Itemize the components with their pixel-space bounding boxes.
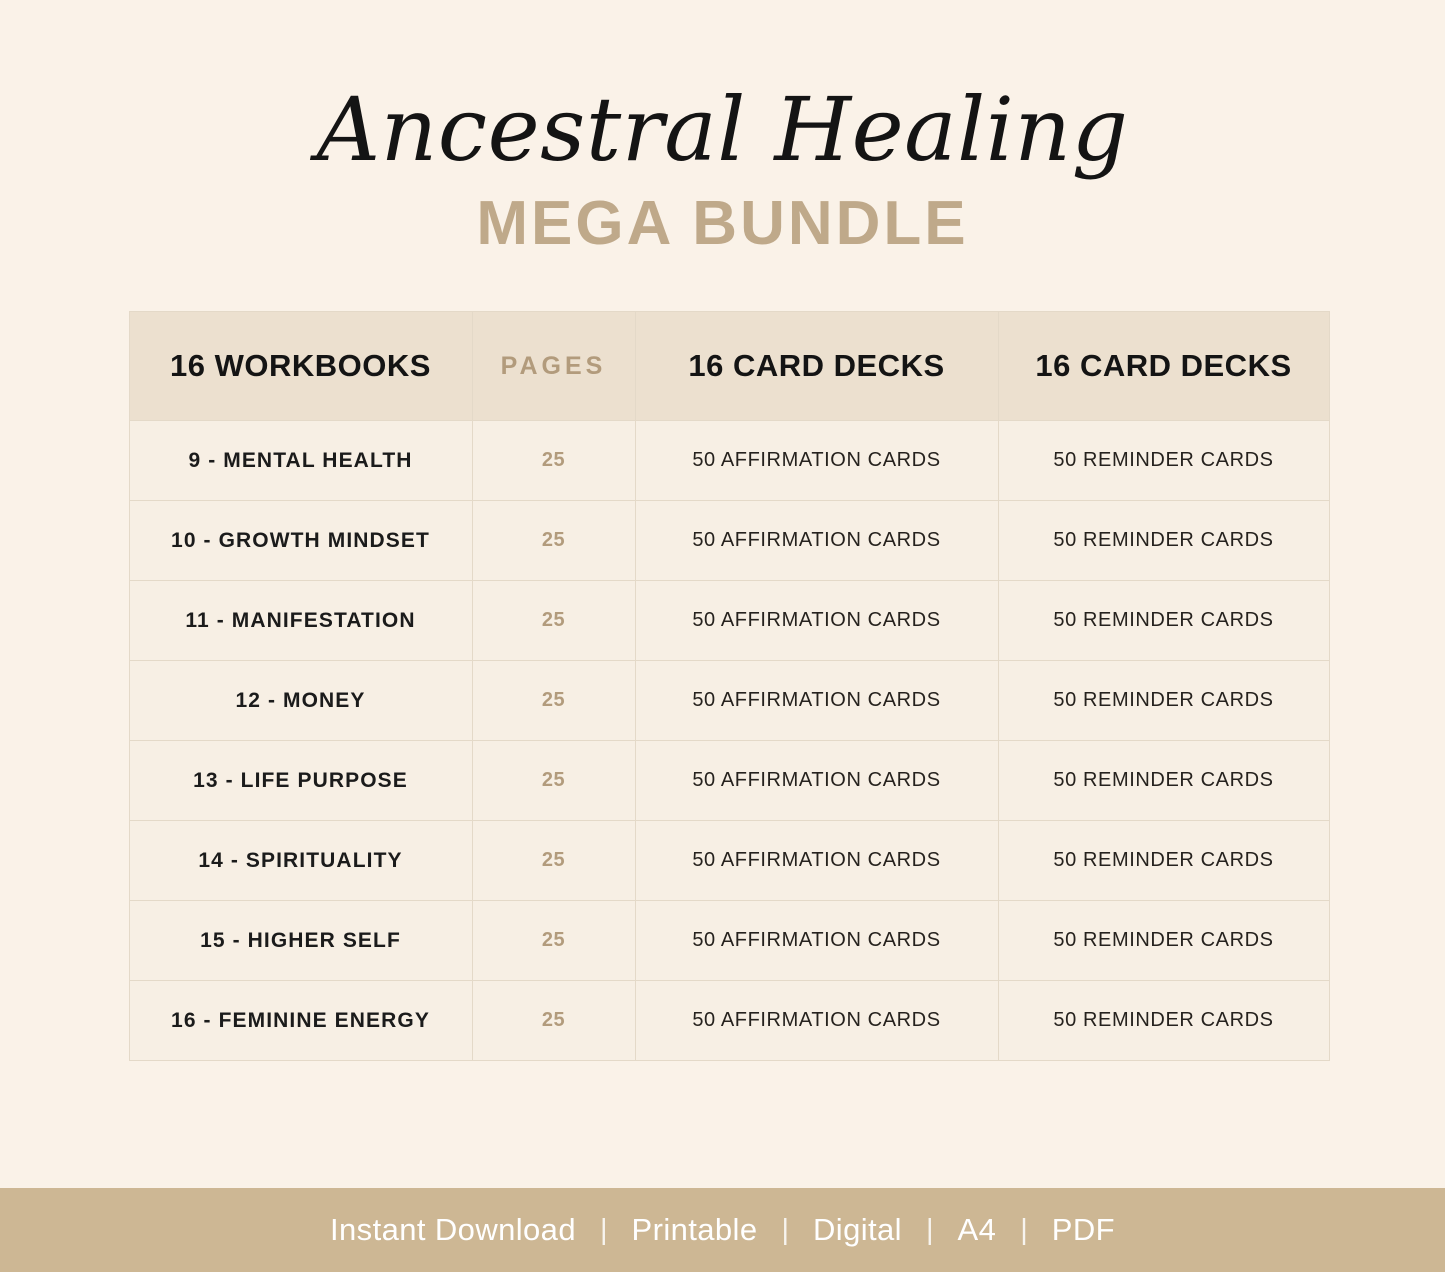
table-header bbox=[129, 312, 1329, 421]
cell-workbook: 9 - MENTAL HEALTH bbox=[129, 421, 472, 501]
cell-workbook: 12 - MONEY bbox=[129, 661, 472, 741]
table-body bbox=[129, 421, 1329, 1061]
table-row bbox=[129, 501, 1329, 581]
column-header-card-decks-1: 16 CARD DECKS bbox=[635, 312, 998, 421]
cell-reminder-cards: 50 REMINDER CARDS bbox=[998, 421, 1329, 501]
footer-item-digital: Digital bbox=[813, 1212, 902, 1247]
header bbox=[0, 0, 1445, 259]
footer-item-instant-download: Instant Download bbox=[330, 1212, 576, 1247]
cell-affirmation-cards: 50 AFFIRMATION CARDS bbox=[635, 821, 998, 901]
cell-reminder-cards: 50 REMINDER CARDS bbox=[998, 741, 1329, 821]
cell-workbook: 13 - LIFE PURPOSE bbox=[129, 741, 472, 821]
cell-pages: 25 bbox=[472, 421, 635, 501]
footer-separator: | bbox=[781, 1213, 790, 1246]
bundle-table bbox=[129, 311, 1330, 1061]
cell-reminder-cards: 50 REMINDER CARDS bbox=[998, 501, 1329, 581]
cell-reminder-cards: 50 REMINDER CARDS bbox=[998, 981, 1329, 1061]
cell-pages: 25 bbox=[472, 821, 635, 901]
footer-item-a4: A4 bbox=[957, 1212, 997, 1247]
footer-separator: | bbox=[599, 1213, 608, 1246]
footer-separator: | bbox=[1020, 1213, 1028, 1246]
cell-reminder-cards: 50 REMINDER CARDS bbox=[998, 821, 1329, 901]
cell-workbook: 11 - MANIFESTATION bbox=[129, 581, 472, 661]
table-row bbox=[129, 741, 1329, 821]
table-row bbox=[129, 661, 1329, 741]
cell-affirmation-cards: 50 AFFIRMATION CARDS bbox=[635, 981, 998, 1061]
cell-reminder-cards: 50 REMINDER CARDS bbox=[998, 581, 1329, 661]
cell-pages: 25 bbox=[472, 981, 635, 1061]
cell-pages: 25 bbox=[472, 501, 635, 581]
footer-separator: | bbox=[925, 1213, 934, 1246]
cell-affirmation-cards: 50 AFFIRMATION CARDS bbox=[635, 901, 998, 981]
footer-item-pdf: PDF bbox=[1051, 1212, 1115, 1247]
table-row bbox=[129, 421, 1329, 501]
cell-pages: 25 bbox=[472, 581, 635, 661]
cell-affirmation-cards: 50 AFFIRMATION CARDS bbox=[635, 581, 998, 661]
cell-pages: 25 bbox=[472, 741, 635, 821]
cell-pages: 25 bbox=[472, 661, 635, 741]
column-header-workbooks: 16 WORKBOOKS bbox=[129, 312, 472, 421]
cell-affirmation-cards: 50 AFFIRMATION CARDS bbox=[635, 661, 998, 741]
cell-workbook: 16 - FEMININE ENERGY bbox=[129, 981, 472, 1061]
page-title-script: Ancestral Healing bbox=[316, 78, 1129, 181]
cell-pages: 25 bbox=[472, 901, 635, 981]
column-header-pages: PAGES bbox=[472, 312, 635, 421]
bundle-table-wrapper bbox=[129, 311, 1317, 1061]
cell-reminder-cards: 50 REMINDER CARDS bbox=[998, 901, 1329, 981]
cell-workbook: 14 - SPIRITUALITY bbox=[129, 821, 472, 901]
cell-workbook: 15 - HIGHER SELF bbox=[129, 901, 472, 981]
cell-reminder-cards: 50 REMINDER CARDS bbox=[998, 661, 1329, 741]
footer-items bbox=[306, 1212, 1139, 1248]
footer-bar bbox=[0, 1188, 1445, 1272]
table-row bbox=[129, 581, 1329, 661]
cell-affirmation-cards: 50 AFFIRMATION CARDS bbox=[635, 421, 998, 501]
cell-affirmation-cards: 50 AFFIRMATION CARDS bbox=[635, 501, 998, 581]
footer-item-printable: Printable bbox=[631, 1212, 758, 1247]
table-header-row bbox=[129, 312, 1329, 421]
table-row bbox=[129, 901, 1329, 981]
table-row bbox=[129, 981, 1329, 1061]
table-row bbox=[129, 821, 1329, 901]
column-header-card-decks-2: 16 CARD DECKS bbox=[998, 312, 1329, 421]
cell-workbook: 10 - GROWTH MINDSET bbox=[129, 501, 472, 581]
page-title-bold: MEGA BUNDLE bbox=[476, 189, 969, 258]
cell-affirmation-cards: 50 AFFIRMATION CARDS bbox=[635, 741, 998, 821]
